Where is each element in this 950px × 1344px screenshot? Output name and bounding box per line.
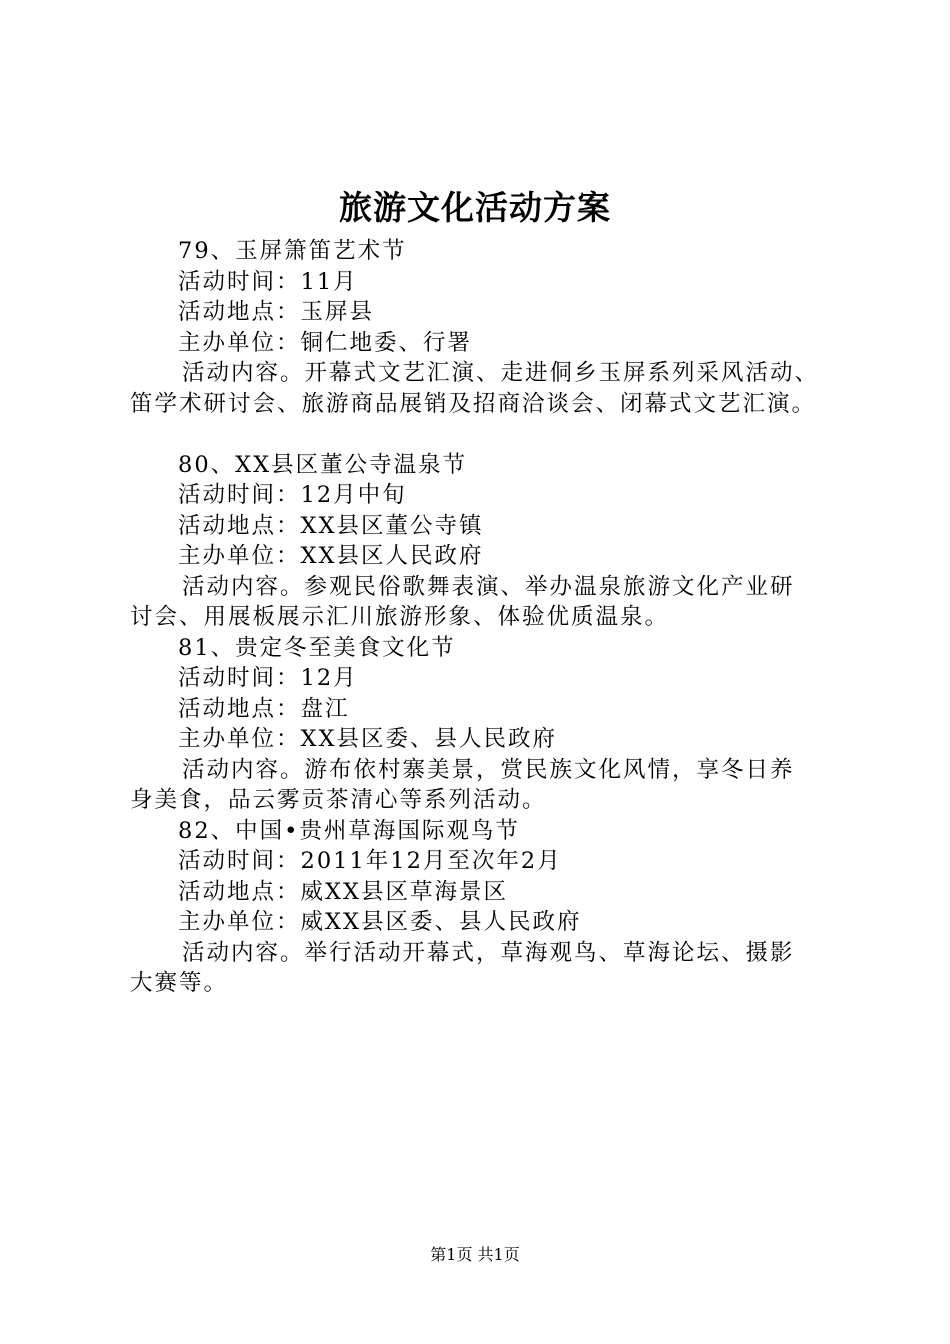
activity-organizer: 主办单位：威XX县区委、县人民政府	[178, 909, 582, 935]
activity-time: 活动时间：12月中旬	[178, 482, 407, 508]
document-body	[130, 236, 850, 999]
section-81	[130, 633, 850, 816]
activity-content-line2: 大赛等。	[130, 970, 229, 996]
section-82	[130, 816, 850, 999]
section-heading: 82、中国•贵州草海国际观鸟节	[178, 817, 520, 844]
section-heading: 80、XX县区董公寺温泉节	[178, 451, 468, 478]
activity-organizer: 主办单位：XX县区委、县人民政府	[178, 726, 558, 752]
activity-organizer: 主办单位：铜仁地委、行署	[178, 329, 473, 356]
activity-place: 活动地点：威XX县区草海景区	[178, 878, 509, 905]
activity-place: 活动地点：盘江	[178, 695, 350, 722]
activity-content-line1: 活动内容。举行活动开幕式，草海观鸟、草海论坛、摄影	[182, 939, 795, 966]
activity-organizer: 主办单位：XX县区人民政府	[178, 543, 484, 569]
activity-time: 活动时间：2011年12月至次年2月	[178, 848, 562, 874]
activity-place: 活动地点：玉屏县	[178, 299, 375, 325]
activity-place: 活动地点：XX县区董公寺镇	[178, 512, 484, 539]
activity-time: 活动时间：12月	[178, 665, 358, 691]
activity-time: 活动时间：11月	[178, 268, 358, 295]
activity-content-line1: 活动内容。开幕式文艺汇演、走进侗乡玉屏系列采风活动、	[182, 360, 820, 386]
paragraph-gap	[130, 419, 850, 450]
activity-content-line1: 活动内容。参观民俗歌舞表演、举办温泉旅游文化产业研	[182, 573, 795, 600]
section-80	[130, 450, 850, 633]
activity-content-line1: 活动内容。游布依村寨美景，赏民族文化风情，享冬日养	[182, 756, 795, 783]
activity-content-line2: 笛学术研讨会、旅游商品展销及招商洽谈会、闭幕式文艺汇演。	[130, 390, 817, 417]
section-heading: 81、贵定冬至美食文化节	[178, 634, 456, 661]
activity-content-line2: 身美食，品云雾贡茶清心等系列活动。	[130, 787, 547, 813]
document-title: 旅游文化活动方案	[339, 188, 611, 227]
page-footer: 第1页 共1页	[430, 1245, 520, 1264]
activity-content-line2: 讨会、用展板展示汇川旅游形象、体验优质温泉。	[130, 604, 670, 630]
section-heading: 79、玉屏箫笛艺术节	[178, 238, 407, 264]
section-79	[130, 236, 850, 419]
